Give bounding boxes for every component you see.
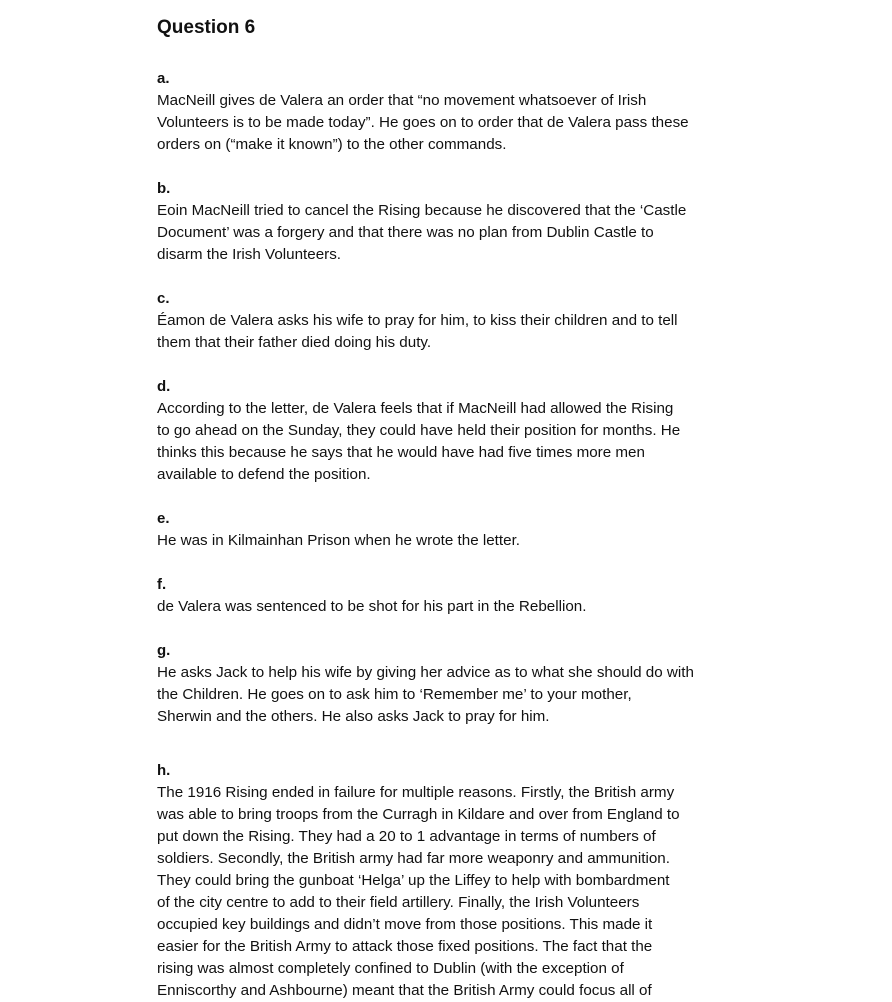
answer-section-e xyxy=(157,508,757,552)
answer-line: rising was almost completely confined to Dublin (with the exception of xyxy=(157,960,624,977)
section-label: g. xyxy=(157,642,171,659)
answer-line: Volunteers is to be made today”. He goes on to order that de Valera pass these xyxy=(157,114,689,131)
answer-line: The 1916 Rising ended in failure for multiple reasons. Firstly, the British army xyxy=(157,784,675,801)
answer-line: them that their father died doing his duty. xyxy=(157,334,432,351)
section-label: c. xyxy=(157,290,170,307)
answer-section-d xyxy=(157,376,757,486)
answer-text xyxy=(157,662,757,728)
answer-section-f xyxy=(157,574,757,618)
answer-line: put down the Rising. They had a 20 to 1 advantage in terms of numbers of xyxy=(157,828,656,845)
answer-line: thinks this because he says that he would have had five times more men xyxy=(157,444,645,461)
answer-text xyxy=(157,90,757,156)
section-label: d. xyxy=(157,378,171,395)
answer-text xyxy=(157,200,757,266)
answer-text xyxy=(157,596,757,618)
section-label: h. xyxy=(157,762,171,779)
answer-line: orders on (“make it known”) to the other commands. xyxy=(157,136,507,153)
section-label: b. xyxy=(157,180,171,197)
answer-section-c xyxy=(157,288,757,354)
answer-line: the Children. He goes on to ask him to ‘Remember me’ to your mother, xyxy=(157,686,632,703)
answer-line: He was in Kilmainhan Prison when he wrote the letter. xyxy=(157,532,521,549)
document-page xyxy=(157,14,757,1002)
answer-line: He asks Jack to help his wife by giving her advice as to what she should do with xyxy=(157,664,694,681)
answer-line: Éamon de Valera asks his wife to pray for him, to kiss their children and to tell xyxy=(157,312,678,329)
answer-line: of the city centre to add to their field artillery. Finally, the Irish Volunteers xyxy=(157,894,640,911)
answer-line: Eoin MacNeill tried to cancel the Rising because he discovered that the ‘Castle xyxy=(157,202,687,219)
answer-text xyxy=(157,310,757,354)
answer-section-a xyxy=(157,68,757,156)
answer-text xyxy=(157,782,757,1002)
answer-line: de Valera was sentenced to be shot for his part in the Rebellion. xyxy=(157,598,587,615)
answer-line: soldiers. Secondly, the British army had far more weaponry and ammunition. xyxy=(157,850,670,867)
section-label: a. xyxy=(157,70,170,87)
section-label: f. xyxy=(157,576,167,593)
answer-text xyxy=(157,398,757,486)
answer-line: was able to bring troops from the Curragh in Kildare and over from England to xyxy=(157,806,680,823)
answer-line: Sherwin and the others. He also asks Jack to pray for him. xyxy=(157,708,550,725)
answer-text xyxy=(157,530,757,552)
answer-line: Document’ was a forgery and that there was no plan from Dublin Castle to xyxy=(157,224,654,241)
answer-section-h xyxy=(157,760,757,1002)
section-label: e. xyxy=(157,510,170,527)
answer-line: to go ahead on the Sunday, they could have held their position for months. He xyxy=(157,422,681,439)
page-title: Question 6 xyxy=(157,17,256,38)
answer-line: They could bring the gunboat ‘Helga’ up the Liffey to help with bombardment xyxy=(157,872,670,889)
answer-line: disarm the Irish Volunteers. xyxy=(157,246,342,263)
answer-section-g xyxy=(157,640,757,728)
answer-line: easier for the British Army to attack those fixed positions. The fact that the xyxy=(157,938,653,955)
answer-section-b xyxy=(157,178,757,266)
answer-line: Enniscorthy and Ashbourne) meant that the British Army could focus all of xyxy=(157,982,652,999)
answer-line: occupied key buildings and didn’t move from those positions. This made it xyxy=(157,916,653,933)
answer-line: MacNeill gives de Valera an order that “no movement whatsoever of Irish xyxy=(157,92,647,109)
answer-line: available to defend the position. xyxy=(157,466,371,483)
answer-line: According to the letter, de Valera feels that if MacNeill had allowed the Rising xyxy=(157,400,674,417)
